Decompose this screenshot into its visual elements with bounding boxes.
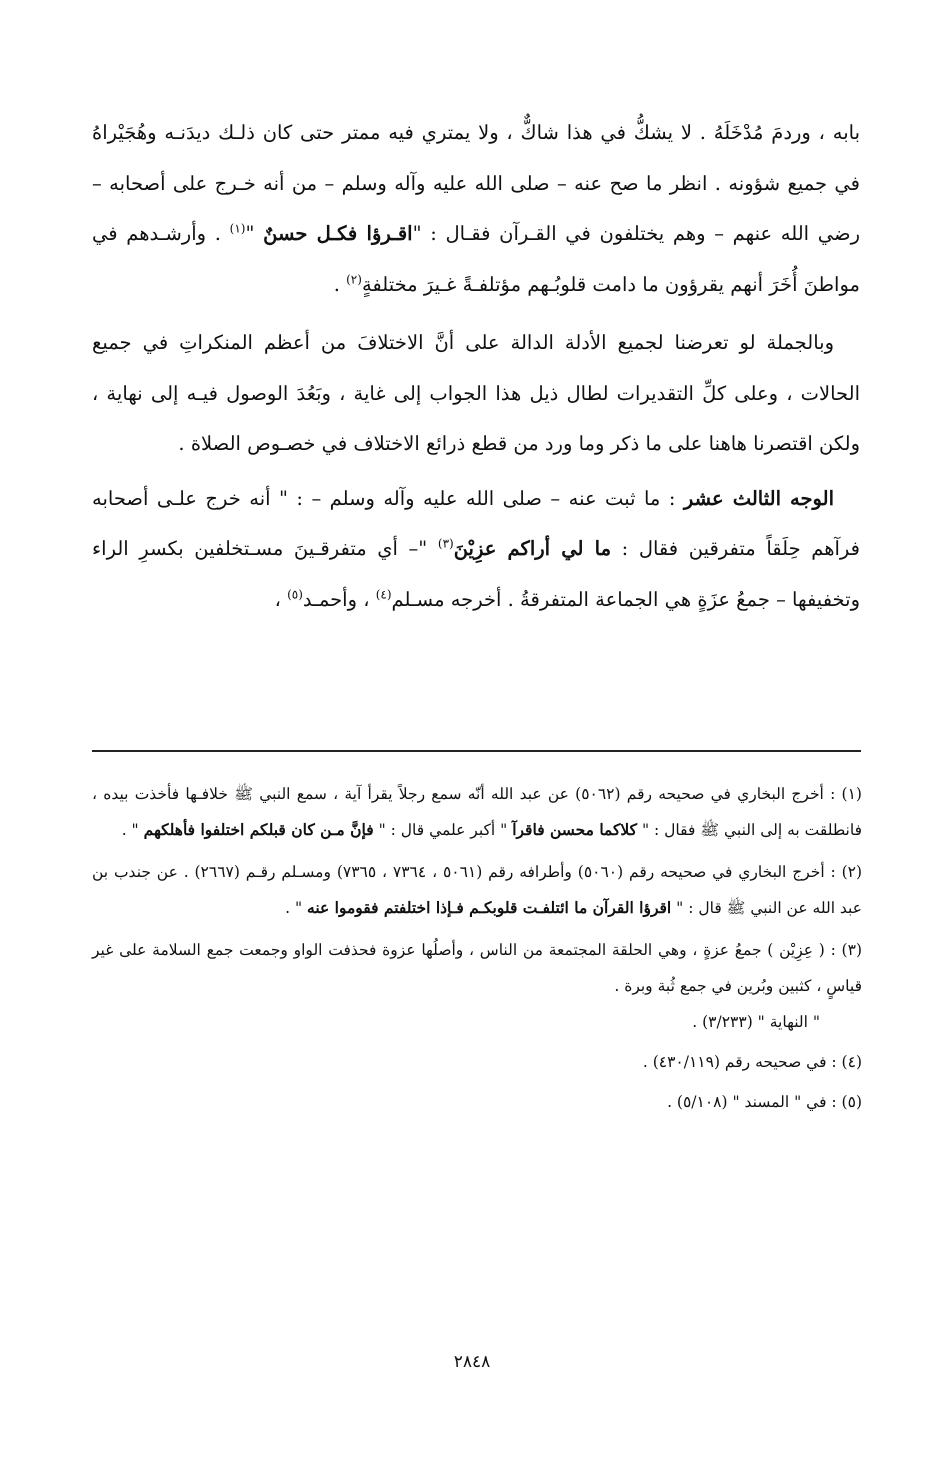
hadith-quote-1: اقـرؤا فكـل حسنٌ: [263, 222, 413, 245]
paragraph-3: [92, 474, 860, 626]
paragraph-3-text-b: "– أي متفرقـينَ مسـتخلفين بكسرِ الراء وتخفيفها – جمعُ عزَةٍ هي الجماعة المتفرقةُ . أخرجه مسـلم: [92, 537, 860, 611]
main-text: [92, 108, 860, 625]
paragraph-2: [92, 318, 860, 470]
footnote-4: [92, 1044, 862, 1080]
footnote-ref-3: (٣): [437, 536, 454, 551]
footnote-2-text: (٢) : أخرج البخاري في صحيحه رقم (٥٠٦٠) وأطرافه رقم (٥٠٦١ ، ٧٣٦٤ ، ٧٣٦٥) ومسـلم رقـم (٢٦٦٧) . عن جندب بن عبد الله عن النبي ﷺ قال : ": [92, 863, 863, 917]
footnote-divider: [92, 750, 861, 752]
footnote-4-text: (٤) : في صحيحه رقم (٤٣٠/١١٩) .: [642, 1053, 862, 1071]
quote-close: ": [245, 222, 264, 245]
footnote-ref-1: (١): [229, 221, 246, 236]
paragraph-1-text: بابه ، وردمَ مُدْخَلَهُ . لا يشكُّ في هذا شاكٌّ ، ولا يمتري فيه ممتر حتى كان ذلـك ديدَنـه وهُجَيْراهُ في جميع شؤونه . انظر ما صح عنه – صلى الله عليه وآله وسلم – من أنه خـرج على أصحابه – رضي الله عنهم – وهم يختلفون في القـرآن فقـال : ": [92, 121, 860, 245]
footnote-5: [92, 1084, 862, 1120]
footnote-ref-4: (٤): [375, 587, 392, 601]
paragraph-1: [92, 108, 860, 310]
footnote-1-quote: كلاكما محسن فاقرآ: [512, 820, 638, 839]
footnote-3-text: (٣) : ( عِزِيْن ) جمعُ عزةٍ ، وهي الحلقة المجتمعة من الناس ، وأصلُها عزوة فحذفت الواو وجمعت جمع السلامة على غير قياسٍ ، كثبين وبُرين في جمع ثُبة وبرة .: [92, 941, 862, 995]
footnote-3-source: [92, 1004, 862, 1040]
section-heading: الوجه الثالث عشر: [683, 486, 834, 510]
footnotes: [92, 776, 862, 1120]
footnote-1-text: (١) : أخرج البخاري في صحيحه رقم (٥٠٦٢) عن عبد الله أنّه سمع رجلاً يقرأ آية ، سمع النبي ﷺ خلافـها فأخذت بيده ، فانطلقت به إلى النبي ﷺ فقال : ": [92, 785, 862, 839]
footnote-ref-5: (٥): [287, 587, 303, 601]
page-number: ٢٨٤٨: [453, 1352, 491, 1372]
footnote-3-source-text: " النهاية " (٣/٢٣٣) .: [692, 1013, 820, 1031]
footnote-2: [92, 854, 862, 926]
paragraph-3-text: : ما ثبت عنه – صلى الله عليه وآله وسلم – : " أنه خرج علـى أصحابه فرآهم حِلَقاً متفرقين فقال :: [92, 486, 861, 560]
footnote-2-quote: اقرؤا القرآن ما ائتلفـت قلوبكـم فـإذا اختلفتم فقوموا عنه: [307, 898, 672, 917]
hadith-quote-2: ما لي أراكم عزِيْنَ: [453, 537, 612, 560]
paragraph-1-end: .: [333, 272, 347, 296]
footnote-1-quote-b: فإنَّ مـن كان قبلكم اختلفوا فأهلكهم: [143, 820, 374, 839]
footnote-5-text: (٥) : في " المسند " (٥/١٠٨) .: [667, 1093, 862, 1111]
footnote-1: [92, 776, 862, 848]
footnote-ref-2: (٢): [346, 272, 362, 286]
paragraph-3-text-c: ، وأحمـد: [302, 587, 376, 611]
footnote-3: [92, 932, 862, 1004]
footnote-1-text-b: " أكبر علمي قال : ": [373, 821, 513, 839]
paragraph-3-text-d: ،: [274, 587, 288, 611]
footnote-1-end: " .: [121, 821, 144, 839]
paragraph-2-text: وبالجملة لو تعرضنا لجميع الأدلة الدالة على أنَّ الاختلافَ من أعظم المنكراتِ في جميع الحالات ، وعلى كلِّ التقديرات لطال ذيل هذا الجواب إلى غاية ، وبَعُدَ الوصول فيـه إلى نهاية ، ولكن اقتصرنا هاهنا على ما ذكر وما ورد من قطع ذرائع الاختلاف في خصـوص الصلاة .: [92, 331, 860, 455]
paragraph-1-rest: . وأرشـدهم في مواطنَ أُخَرَ أنهم يقرؤون ما دامت قلوبُـهم مؤتلفـةً غـيرَ مختلفةٍ: [92, 222, 860, 296]
footnote-2-end: " .: [285, 899, 308, 917]
